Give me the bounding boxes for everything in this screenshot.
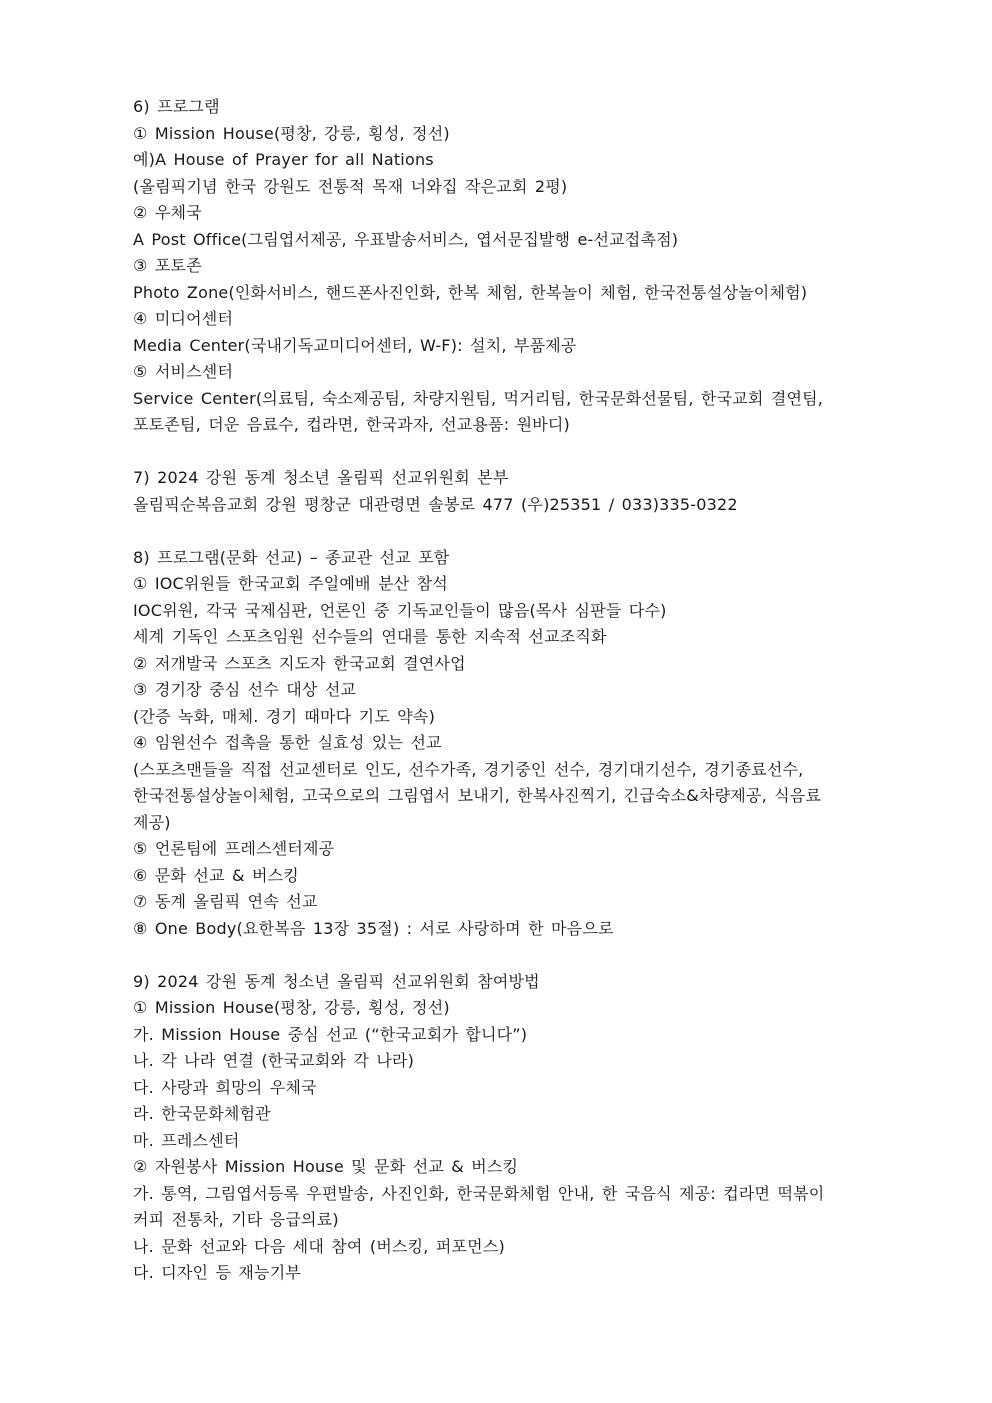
text-line: 올림픽순복음교회 강원 평창군 대관령면 솔봉로 477 (우)25351 / 033)335-0322 bbox=[133, 494, 738, 514]
text-line: ⑧ One Body(요한복음 13장 35절) : 서로 사랑하며 한 마음으로 bbox=[133, 918, 614, 938]
text-line: ① IOC위원들 한국교회 주일예배 분산 참석 bbox=[133, 574, 448, 593]
text-line: ① Mission House(평창, 강릉, 횡성, 정선) bbox=[133, 123, 450, 143]
section-s8 bbox=[133, 545, 873, 943]
document-body bbox=[133, 94, 873, 1287]
text-line: 나. 각 나라 연결 (한국교회와 각 나라) bbox=[133, 1051, 415, 1070]
section-s9 bbox=[133, 969, 873, 1287]
text-line: ③ 포토존 bbox=[133, 256, 202, 275]
text-line: ② 저개발국 스포츠 지도자 한국교회 결연사업 bbox=[133, 653, 466, 673]
text-line: 예)A House of Prayer for all Nations bbox=[133, 150, 434, 169]
text-line: ② 우체국 bbox=[133, 203, 202, 222]
text-line: ① Mission House(평창, 강릉, 횡성, 정선) bbox=[133, 998, 450, 1017]
section-s7 bbox=[133, 465, 873, 518]
text-line: 라. 한국문화체험관 bbox=[133, 1104, 271, 1123]
text-line: ⑥ 문화 선교 & 버스킹 bbox=[133, 865, 299, 885]
text-line: 마. 프레스센터 bbox=[133, 1130, 240, 1150]
text-line: 다. 사랑과 희망의 우체국 bbox=[133, 1077, 317, 1097]
text-line: ④ 임원선수 접촉을 통한 실효성 있는 선교 bbox=[133, 733, 442, 752]
text-line: Media Center(국내기독교미디어센터, W-F): 설치, 부품제공 bbox=[133, 335, 577, 355]
text-line: 다. 디자인 등 재능기부 bbox=[133, 1263, 302, 1282]
text-line: ⑦ 동계 올림픽 연속 선교 bbox=[133, 892, 318, 911]
text-line: ④ 미디어센터 bbox=[133, 309, 234, 328]
text-line: 포토존팀, 더운 음료수, 컵라면, 한국과자, 선교용품: 원바디) bbox=[133, 415, 570, 434]
text-line: (스포츠맨들을 직접 선교센터로 인도, 선수가족, 경기중인 선수, 경기대기선수, 경기종료선수, bbox=[133, 759, 804, 779]
text-line: 나. 문화 선교와 다음 세대 참여 (버스킹, 퍼포먼스) bbox=[133, 1236, 505, 1256]
text-line: 가. 통역, 그림엽서등록 우편발송, 사진인화, 한국문화체험 안내, 한 국음식 제공: 컵라면 떡볶이 bbox=[133, 1183, 825, 1203]
text-line: Photo Zone(인화서비스, 핸드폰사진인화, 한복 체험, 한복놀이 체험, 한국전통설상놀이체험) bbox=[133, 282, 808, 302]
section-s6 bbox=[133, 94, 873, 439]
text-line: ⑤ 언론팀에 프레스센터제공 bbox=[133, 839, 335, 858]
text-line: IOC위원, 각국 국제심판, 언론인 중 기독교인들이 많음(목사 심판들 다수) bbox=[133, 600, 667, 620]
text-line: 세계 기독인 스포츠임원 선수들의 연대를 통한 지속적 선교조직화 bbox=[133, 627, 607, 646]
text-line: A Post Office(그림엽서제공, 우표발송서비스, 엽서문집발행 e-선교접촉점) bbox=[133, 229, 679, 249]
text-line: (간증 녹화, 매체. 경기 때마다 기도 약속) bbox=[133, 706, 436, 726]
text-line: 한국전통설상놀이체험, 고국으로의 그림엽서 보내기, 한복사진찍기, 긴급숙소&차량제공, 식음료 bbox=[133, 786, 822, 805]
text-line: 가. Mission House 중심 선교 (“한국교회가 합니다”) bbox=[133, 1024, 528, 1044]
text-line: 커피 전통차, 기타 응급의료) bbox=[133, 1210, 339, 1229]
text-line: ③ 경기장 중심 선수 대상 선교 bbox=[133, 680, 357, 699]
section-heading: 9) 2024 강원 동계 청소년 올림픽 선교위원회 참여방법 bbox=[133, 971, 540, 991]
section-heading: 8) 프로그램(문화 선교) – 종교관 선교 포함 bbox=[133, 547, 450, 567]
text-line: ⑤ 서비스센터 bbox=[133, 362, 234, 381]
text-line: Service Center(의료팀, 숙소제공팀, 차량지원팀, 먹거리팀, 한국문화선물팀, 한국교회 결연팀, bbox=[133, 388, 824, 408]
text-line: (올림픽기념 한국 강원도 전통적 목재 너와집 작은교회 2평) bbox=[133, 176, 568, 196]
text-line: 제공) bbox=[133, 812, 171, 832]
section-heading: 7) 2024 강원 동계 청소년 올림픽 선교위원회 본부 bbox=[133, 468, 509, 487]
text-line: ② 자원봉사 Mission House 및 문화 선교 & 버스킹 bbox=[133, 1157, 519, 1176]
section-heading: 6) 프로그램 bbox=[133, 97, 220, 116]
